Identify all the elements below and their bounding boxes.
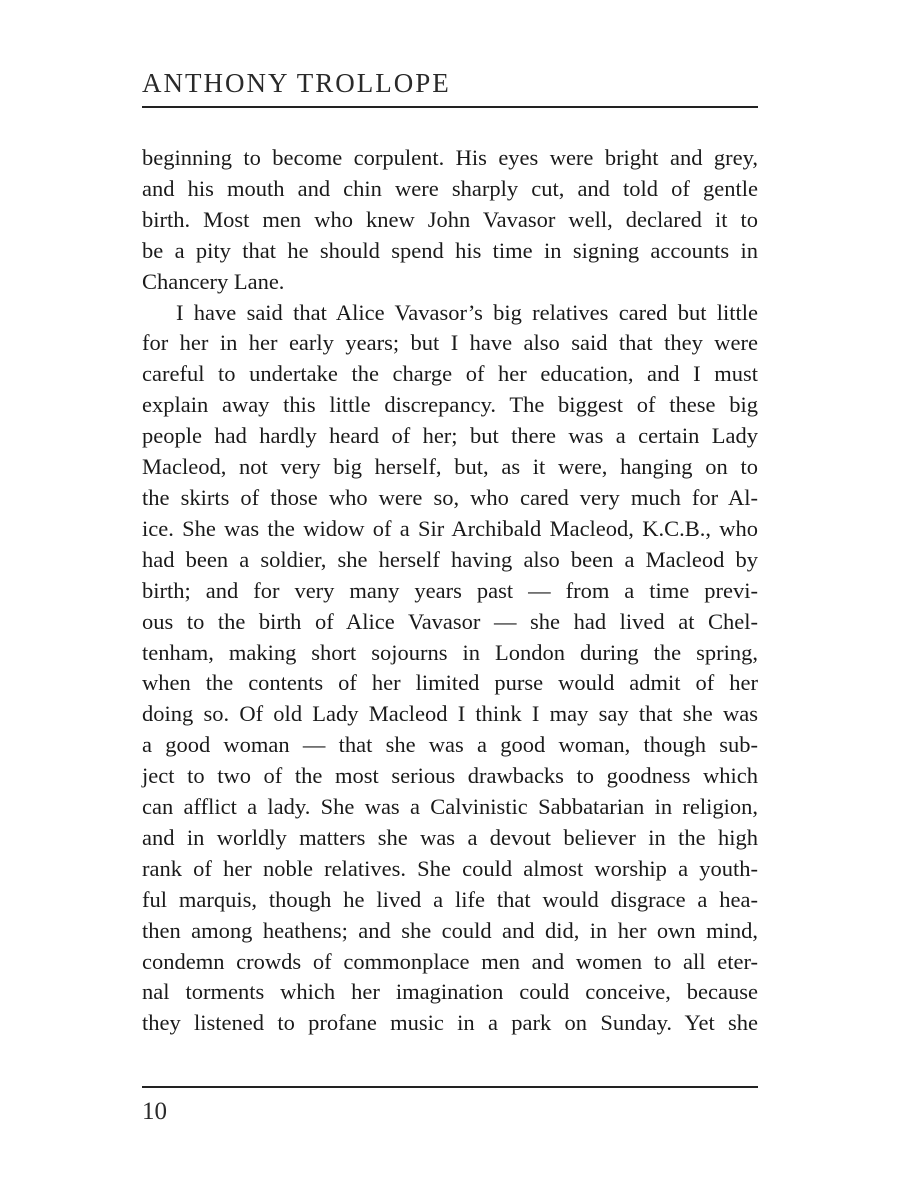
text-line: people had hardly heard of her; but there was a certain Lady [142, 423, 758, 449]
text-line: rank of her noble relatives. She could almost worship a youth- [142, 855, 758, 881]
text-line: I have said that Alice Vavasor’s big relatives cared but little [176, 299, 758, 325]
text-line: then among heathens; and she could and did, in her own mind, [142, 917, 758, 943]
text-line: the skirts of those who were so, who cared very much for Al- [142, 484, 758, 510]
text-line: condemn crowds of commonplace men and women to all eter- [142, 948, 758, 974]
text-line: and his mouth and chin were sharply cut, and told of gentle [142, 175, 758, 201]
text-line: and in worldly matters she was a devout believer in the high [142, 824, 758, 850]
text-line: Macleod, not very big herself, but, as it were, hanging on to [142, 454, 758, 480]
text-line: nal torments which her imagination could conceive, because [142, 979, 758, 1005]
text-line: be a pity that he should spend his time in signing accounts in [142, 237, 758, 263]
text-line: tenham, making short sojourns in London during the spring, [142, 639, 758, 665]
running-head: ANTHONY TROLLOPE [142, 68, 451, 98]
text-line: a good woman — that she was a good woman, though sub- [142, 732, 758, 758]
footer-rule [142, 1086, 758, 1088]
text-line: for her in her early years; but I have also said that they were [142, 330, 758, 356]
text-line: when the contents of her limited purse would admit of her [142, 670, 758, 696]
text-line: Chancery Lane. [142, 268, 285, 294]
text-line: doing so. Of old Lady Macleod I think I may say that she was [142, 701, 758, 727]
text-line: careful to undertake the charge of her education, and I must [142, 361, 758, 387]
page-number: 10 [142, 1098, 167, 1125]
body-text [142, 143, 758, 1039]
text-line: birth; and for very many years past — from a time previ- [142, 577, 758, 603]
header-rule [142, 106, 758, 108]
text-line: ject to two of the most serious drawbacks to goodness which [142, 763, 758, 789]
text-line: ous to the birth of Alice Vavasor — she had lived at Chel- [142, 608, 758, 634]
text-line: ice. She was the widow of a Sir Archibald Macleod, K.C.B., who [142, 515, 758, 541]
text-line: beginning to become corpulent. His eyes were bright and grey, [142, 145, 758, 170]
text-line: had been a soldier, she herself having also been a Macleod by [142, 546, 758, 572]
text-line: they listened to profane music in a park on Sunday. Yet she [142, 1010, 758, 1036]
text-line: ful marquis, though he lived a life that would disgrace a hea- [142, 886, 758, 912]
text-line: explain away this little discrepancy. The biggest of these big [142, 392, 758, 418]
text-line: birth. Most men who knew John Vavasor well, declared it to [142, 206, 758, 232]
text-line: can afflict a lady. She was a Calvinistic Sabbatarian in religion, [142, 794, 758, 820]
